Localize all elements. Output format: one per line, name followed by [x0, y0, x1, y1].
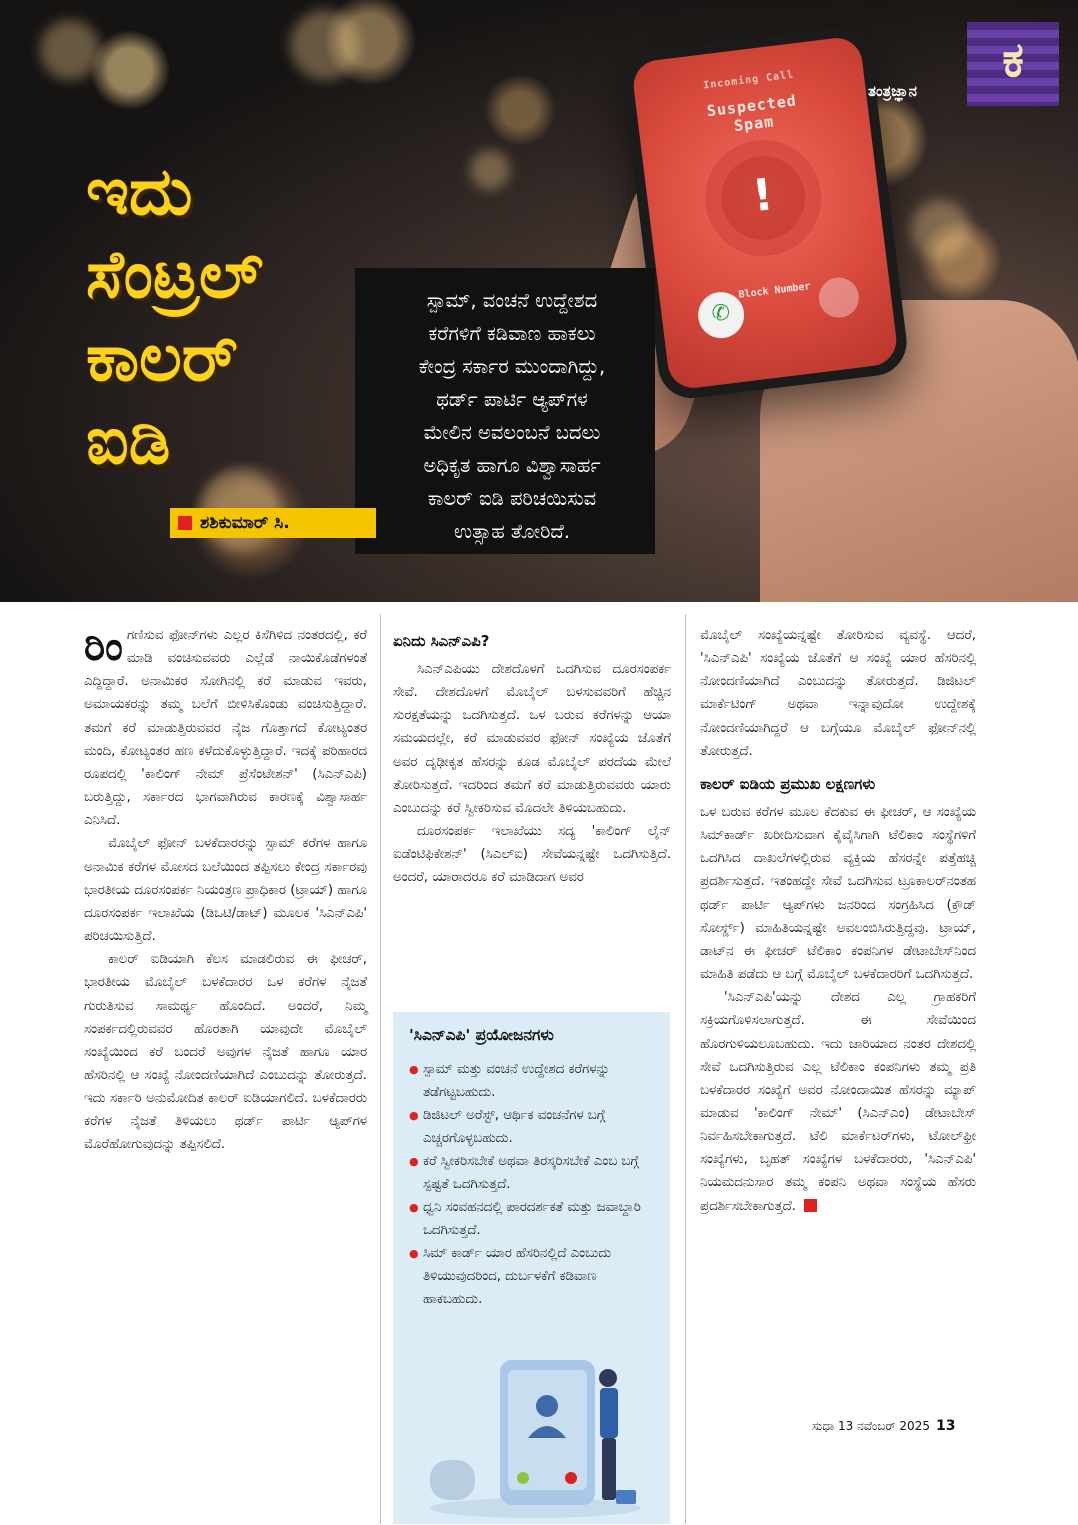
column-divider [380, 614, 381, 1524]
byline-marker-icon [178, 516, 192, 530]
illustration-person-legs [602, 1438, 616, 1500]
warning-mark: ! [749, 169, 776, 223]
section-logo [967, 22, 1059, 106]
benefit-item: ● ಡಿಜಿಟಲ್ ಅರೆಸ್ಟ್, ಆರ್ಥಿಕ ವಂಚನೆಗಳ ಬಗ್ಗೆ ಎಚ್ಚರಗೊಳ್ಳಬಹುದು. [409, 1104, 659, 1150]
column-2 [393, 624, 671, 890]
benefit-item: ● ಕರೆ ಸ್ವೀಕರಿಸಬೇಕೆ ಅಥವಾ ತಿರಸ್ಕರಿಸಬೇಕೆ ಎಂಬ ಬಗ್ಗೆ ಸ್ಪಷ್ಟತೆ ಒದಗಿಸುತ್ತದೆ. [409, 1150, 659, 1196]
deck-text: ಸ್ಪಾಮ್, ವಂಚನೆ ಉದ್ದೇಶದ ಕರೆಗಳಿಗೆ ಕಡಿವಾಣ ಹಾಕಲು ಕೇಂದ್ರ ಸರ್ಕಾರ ಮುಂದಾಗಿದ್ದು, ಥರ್ಡ್ ಪಾರ್ಟಿ ಆ್ಯಪ್‌ಗಳ ಮೇಲಿನ ಅವಲಂಬನೆ ಬದಲು ಅಧಿಕೃತ ಹಾಗೂ ವಿಶ್ವಾಸಾರ್ಹ ಕಾಲರ್ ಐಡಿ ಪರಿಚಯಿಸುವ ಉತ್ಸಾಹ ತೋರಿದೆ. [418, 289, 606, 543]
paragraph: ಒಳ ಬರುವ ಕರೆಗಳ ಮೂಲ ಕೆದಕುವ ಈ ಫೀಚರ್, ಆ ಸಂಖ್ಯೆಯ ಸಿಮ್‌ಕಾರ್ಡ್ ಖರೀದಿಸುವಾಗ ಕೈವೈಸಿಗಾಗಿ ಟೆಲಿಕಾಂ ಸಂಸ್ಥೆಗಳಿಗೆ ಒದಗಿಸಿದ ದಾಖಲೆಗಳಲ್ಲಿರುವ ವ್ಯಕ್ತಿಯ ಹೆಸರನ್ನೇ ಪತ್ತೆಹಚ್ಚಿ ಪ್ರದರ್ಶಿಸುತ್ತದೆ. ಇತಂಹದ್ದೇ ಸೇವೆ ಒದಗಿಸುವ ಟ್ರೂಕಾಲರ್‌ನಂತಹ ಥರ್ಡ್ ಪಾರ್ಟಿ ಆ್ಯಪ್‌ಗಳು ಜನರಿಂದ ಸಂಗ್ರಹಿಸಿದ (ಕ್ರೌಡ್ ಸೋರ್ಸ್ಡ್) ಮಾಹಿತಿಯನ್ನಷ್ಟೇ ಅವಲಂಬಿಸಿರುತ್ತಿದ್ದವು. ಟ್ರಾಯ್, ಡಾಟ್‌ನ ಈ ಫೀಚರ್ ಟೆಲಿಕಾಂ ಕಂಪನಿಗಳ ಡೇಟಾಬೇಸ್‌ನಿಂದ ಮಾಹಿತಿ ಪಡೆದು ಆ ಬಗ್ಗೆ ಮೊಬೈಲ್ ಬಳಕೆದಾರರಿಗೆ ಒದಗಿಸುತ್ತದೆ. [700, 804, 976, 983]
warning-icon [716, 151, 810, 245]
caller-illustration [420, 1340, 650, 1520]
section-label: ತಂತ್ರಜ್ಞಾನ [868, 82, 917, 100]
byline-accent [376, 508, 403, 538]
block-number-label: Block Number [738, 281, 812, 301]
phone-illustration [620, 24, 911, 402]
illustration-caller-head [536, 1395, 558, 1417]
paragraph: ದೂರಸಂಪರ್ಕ ಇಲಾಖೆಯು ಸದ್ಯ 'ಕಾಲಿಂಗ್ ಲೈನ್ ಐಡೆಂಟಿಫಿಕೇಶನ್' (ಸಿಎಲ್‌ಐ) ಸೇವೆಯನ್ನಷ್ಟೇ ಒದಗಿಸುತ್ತಿದೆ. ಅಂದರೆ, ಯಾರಾದರೂ ಕರೆ ಮಾಡಿದಾಗ ಅವರ [393, 824, 671, 886]
illustration-briefcase [616, 1490, 636, 1504]
column-divider [685, 614, 686, 1524]
accept-call-icon: ✆ [695, 289, 746, 340]
column-3 [700, 624, 976, 1218]
paragraph: ಮೊಬೈಲ್ ಸಂಖ್ಯೆಯನ್ನಷ್ಟೇ ತೋರಿಸುವ ವ್ಯವಸ್ಥೆ. ಆದರೆ, 'ಸಿಎನ್‌ಎಪಿ' ಸಂಖ್ಯೆಯ ಜೊತೆಗೆ ಆ ಸಂಖ್ಯೆ ಯಾರ ಹೆಸರಿನಲ್ಲಿ ನೋಂದಣಿಯಾಗಿದೆ ಎಂಬುದನ್ನು ತೋರುತ್ತದೆ. ಡಿಜಿಟಲ್ ಮಾರ್ಕೆಟಿಂಗ್ ಅಥವಾ ಇನ್ನಾವುದೋ ಉದ್ದೇಶಕ್ಕೆ ನೋಂದಣಿಯಾಗಿದ್ದರೆ ಆ ಬಗ್ಗೆಯೂ ಮೊಬೈಲ್ ಫೋನ್‌ನಲ್ಲಿ ತೋರುತ್ತದೆ. [700, 628, 976, 759]
incoming-call-label: Incoming Call [702, 69, 795, 92]
illustration-bag [430, 1460, 475, 1500]
drop-cap: ರಿಂ [84, 624, 123, 670]
benefit-item: ● ಸಿಮ್ ಕಾರ್ಡ್ ಯಾರ ಹೆಸರಿನಲ್ಲಿದೆ ಎಂಬುದು ತಿಳಿಯುವುದರಿಂದ, ದುರ್ಬಳಕೆಗೆ ಕಡಿವಾಣ ಹಾಕಬಹುದು. [409, 1242, 659, 1311]
illustration-decline-dot [565, 1472, 577, 1484]
suspected-spam-label: Suspected Spam [705, 91, 798, 136]
paragraph: ಮೊಬೈಲ್ ಫೋನ್ ಬಳಕೆದಾರರನ್ನು ಸ್ಪಾಮ್ ಕರೆಗಳ ಹಾಗೂ ಅನಾಮಿಕ ಕರೆಗಳ ಮೋಸದ ಬಲೆಯಿಂದ ತಪ್ಪಿಸಲು ಕೇಂದ್ರ ಸರ್ಕಾರವು ಭಾರತೀಯ ದೂರಸಂಪರ್ಕ ನಿಯಂತ್ರಣ ಪ್ರಾಧಿಕಾರ (ಟ್ರಾಯ್) ಹಾಗೂ ದೂರಸಂಪರ್ಕ ಇಲಾಖೆಯ (ಡಿಒಟಿ/ಡಾಟ್) ಮೂಲಕ 'ಸಿಎನ್‌ಎಪಿ' ಪರಿಚಯಿಸುತ್ತಿದೆ. [84, 836, 367, 945]
benefit-item: ● ಧ್ವನಿ ಸಂವಹನದಲ್ಲಿ ಪಾರದರ್ಶಕತೆ ಮತ್ತು ಜವಾಬ್ದಾರಿ ಒದಗಿಸುತ್ತದೆ. [409, 1196, 659, 1242]
headline: ಇದು ಸೆಂಟ್ರಲ್ ಕಾಲರ್ ಐಡಿ [86, 153, 264, 479]
paragraph: ಕಾಲರ್ ಐಡಿಯಾಗಿ ಕೆಲಸ ಮಾಡಲಿರುವ ಈ ಫೀಚರ್, ಭಾರತೀಯ ಮೊಬೈಲ್ ಬಳಕೆದಾರರ ಒಳ ಕರೆಗಳ ನೈಜತೆ ಗುರುತಿಸುವ ಸಾಮರ್ಥ್ಯ ಹೊಂದಿದೆ. ಅಂದರೆ, ನಿಮ್ಮ ಸಂಪರ್ಕದಲ್ಲಿರುವವರ ಹೊರತಾಗಿ ಯಾವುದೇ ಮೊಬೈಲ್ ಸಂಖ್ಯೆಯಿಂದ ಕರೆ ಬಂದರೆ ಅವುಗಳ ನೈಜತೆ ಹಾಗೂ ಯಾರ ಹೆಸರಿನಲ್ಲಿ ಆ ಸಂಖ್ಯೆ ನೋಂದಣಿಯಾಗಿದೆ ಎಂಬುದನ್ನು ತೋರುತ್ತದೆ. ಇದು ಸರ್ಕಾರಿ ಅನುಮೋದಿತ ಕಾಲರ್ ಐಡಿಯಾಗಲಿದೆ. ಬಳಕೆದಾರರು ಕರೆಗಳ ನೈಜತೆ ತಿಳಿಯಲು ಥರ್ಡ್ ಪಾರ್ಟಿ ಆ್ಯಪ್‌ಗಳ ಮೊರೆಹೋಗುವುದನ್ನು ತಪ್ಪಿಸಲಿದೆ. [84, 952, 367, 1153]
benefit-item: ● ಸ್ಪಾಮ್ ಮತ್ತು ವಂಚನೆ ಉದ್ದೇಶದ ಕರೆಗಳನ್ನು ತಡೆಗಟ್ಟಬಹುದು. [409, 1058, 659, 1104]
byline-author: ಶಶಿಕುಮಾರ್ ಸಿ. [200, 513, 290, 533]
section-heading: ಏನಿದು ಸಿಎನ್‌ಎಪಿ? [393, 632, 490, 650]
hero-image [0, 0, 1078, 602]
folio-text: ಸುಧಾ 13 ನವೆಂಬರ್ 2025 [812, 1419, 930, 1433]
benefits-box-title: 'ಸಿಎನ್‌ಎಪಿ' ಪ್ರಯೋಜನಗಳು [409, 1026, 554, 1044]
phone-screen [631, 35, 900, 391]
illustration-accept-dot [517, 1472, 529, 1484]
paragraph [700, 986, 976, 1218]
paragraph-text: 'ಸಿಎನ್‌ಎಪಿ'ಯನ್ನು ದೇಶದ ಎಲ್ಲ ಗ್ರಾಹಕರಿಗೆ ಸಕ್ರಿಯಗೊಳಿಸಲಾಗುತ್ತದೆ. ಈ ಸೇವೆಯಿಂದ ಹೊರಗುಳಿಯಲೂಬಹುದು. ಇದು ಜಾರಿಯಾದ ನಂತರ ದೇಶದಲ್ಲಿ ಸೇವೆ ಒದಗಿಸುತ್ತಿರುವ ಎಲ್ಲ ಟೆಲಿಕಾಂ ಕಂಪನಿಗಳು ತಮ್ಮ ಪ್ರತಿ ಬಳಕೆದಾರರ ಸಂಖ್ಯೆಗೆ ಅವರ ನೋಂದಾಯಿತ ಹೆಸರನ್ನು ಮ್ಯಾಪ್ ಮಾಡುವ 'ಕಾಲಿಂಗ್ ನೇಮ್' (ಸಿಎನ್‌ಎಂ) ಡೇಟಾಬೇಸ್ ನಿರ್ವಹಿಸಬೇಕಾಗುತ್ತದೆ. ಟೆಲಿ ಮಾರ್ಕೆಟರ್‌ಗಳು, ಟೋಲ್‌ಫ್ರೀ ಸಂಖ್ಯೆಗಳು, ಬೃಹತ್ ಸಂಖ್ಯೆಗಳ ಬಳಕೆದಾರರು, 'ಸಿಎನ್‌ಎಪಿ' ನಿಯಮದನುಸಾರ ತಮ್ಮ ಕಂಪನಿ ಅಥವಾ ಸಂಸ್ಥೆಯ ಹೆಸರು ಪ್ರದರ್ಶಿಸಬೇಕಾಗುತ್ತದೆ. [700, 990, 976, 1214]
end-mark-icon [804, 1199, 817, 1212]
page-folio [812, 1418, 955, 1434]
paragraph: ಸಿಎನ್‌ಎಪಿಯು ದೇಶದೊಳಗೆ ಒದಗಿಸುವ ದೂರಸಂಪರ್ಕ ಸೇವೆ. ದೇಶದೊಳಗೆ ಮೊಬೈಲ್ ಬಳಸುವವರಿಗೆ ಹೆಚ್ಚಿನ ಸುರಕ್ಷತೆಯನ್ನು ಒದಗಿಸುತ್ತದೆ. ಒಳ ಬರುವ ಕರೆಗಳನ್ನು ಆಯಾ ಸಮಯದಲ್ಲೇ, ಕರೆ ಮಾಡುವವರ ಫೋನ್ ಸಂಖ್ಯೆಯ ಜೊತೆಗೆ ಅವರ ದೃಢೀಕೃತ ಹೆಸರನ್ನು ಕೂಡ ಮೊಬೈಲ್ ಪರದೆಯ ಮೇಲೆ ತೋರಿಸುತ್ತದೆ. ಇದರಿಂದ ತಮಗೆ ಕರೆ ಮಾಡುತ್ತಿರುವವರು ಯಾರು ಎಂಬುದನ್ನು ಕರೆ ಸ್ವೀಕರಿಸುವ ಮೊದಲೇ ತಿಳಿಯಬಹುದು. [393, 662, 671, 816]
section-logo-glyph-icon: ಕ [1002, 32, 1024, 88]
illustration-person-body [600, 1388, 618, 1438]
byline [170, 508, 402, 538]
illustration-person-head [599, 1369, 617, 1387]
page-number: 13 [935, 1418, 956, 1434]
paragraph [84, 624, 367, 832]
section-heading: ಕಾಲರ್ ಐಡಿಯ ಪ್ರಮುಖ ಲಕ್ಷಣಗಳು [700, 774, 876, 793]
benefits-list [409, 1058, 659, 1311]
column-1 [84, 624, 367, 1157]
paragraph-text: ಗಣಿಸುವ ಫೋನ್‌ಗಳು ಎಲ್ಲರ ಕಿಸೆಗಿಳಿದ ನಂತರದಲ್ಲಿ, ಕರೆ ಮಾಡಿ ವಂಚಿಸುವವರು ಎಲ್ಲೆಡೆ ನಾಯಿಕೊಡೆಗಳಂತೆ ಎದ್ದಿದ್ದಾರೆ. ಅನಾಮಿಕರ ಸೋಗಿನಲ್ಲಿ ಕರೆ ಮಾಡುವ ಇವರು, ಅಮಾಯಕರನ್ನು ತಮ್ಮ ಬಲೆಗೆ ಬೀಳಿಸಿಕೊಂಡು ವಂಚಿಸುತ್ತಿದ್ದಾರೆ. ತಮಗೆ ಕರೆ ಮಾಡುತ್ತಿರುವವರ ನೈಜ ಗೊತ್ತಾಗದೆ ಕೋಟ್ಯಂತರ ಮಂದಿ, ಕೋಟ್ಯಂತರ ಹಣ ಕಳೆದುಕೊಳ್ಳುತ್ತಿದ್ದಾರೆ. ಇದಕ್ಕೆ ಪರಿಹಾರದ ರೂಪದಲ್ಲಿ 'ಕಾಲಿಂಗ್ ನೇಮ್ ಪ್ರೆಸೆಂಟೇಶನ್' (ಸಿಎನ್‌ಎಪಿ) ಬರುತ್ತಿದ್ದು, ಸರ್ಕಾರದ ಭಾಗವಾಗಿರುವ ಕಾರಣಕ್ಕೆ ವಿಶ್ವಾಸಾರ್ಹ ಎನಿಸಿದೆ. [84, 628, 367, 829]
